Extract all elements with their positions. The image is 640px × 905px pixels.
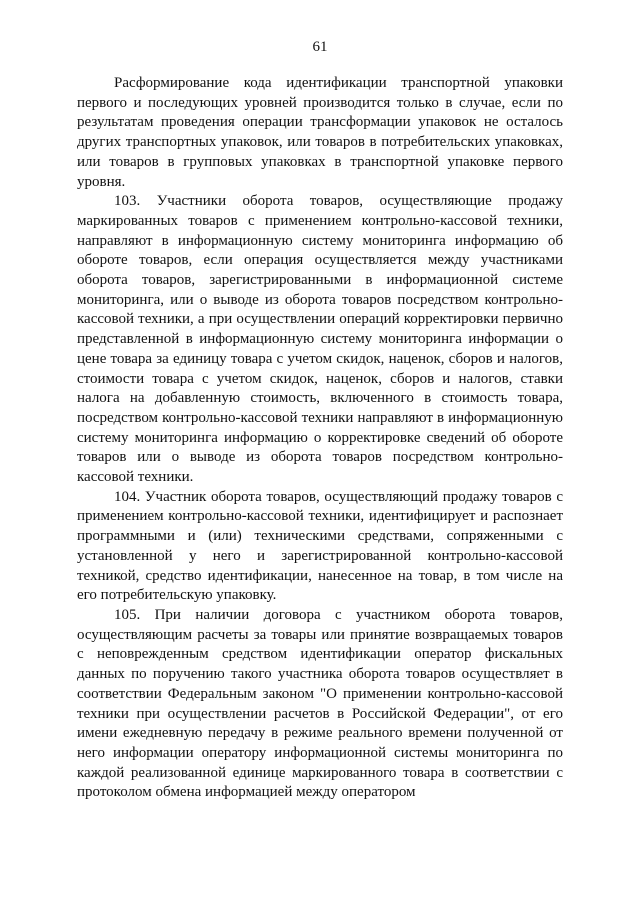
- paragraph-105: 105. При наличии договора с участником оборота товаров, осуществляющим расчеты за товары или принятие возвращаемых товаров с неповрежденным средством идентификации оператор фискальных данных по поручению такого участника оборота товаров осуществляет в соответствии Федеральным законом "О применении контрольно-кассовой техники при осуществлении расчетов в Российской Федерации", от его имени ежедневную передачу в режиме реального времени полученной от него информации оператору информационной системы мониторинга по каждой реализованной единице маркированного товара в соответствии с протоколом обмена информацией между оператором: [77, 606, 563, 801]
- page-number: 61: [312, 39, 328, 55]
- paragraph-104: 104. Участник оборота товаров, осуществляющий продажу товаров с применением контрольно-кассовой техники, идентифицирует и распознает программными и (или) техническими средствами, сопряженными с установленной у него и зарегистрированной контрольно-кассовой техникой, средство идентификации, нанесенное на товар, в том числе на его потребительскую упаковку.: [77, 488, 563, 604]
- document-body: [77, 74, 563, 803]
- paragraph-103: 103. Участники оборота товаров, осуществляющие продажу маркированных товаров с применением контрольно-кассовой техники, направляют в информационную систему мониторинга информацию об обороте товаров, если операция осуществляется между участниками оборота товаров, зарегистрированными в информационной системе мониторинга, или о выводе из оборота товаров посредством контрольно-кассовой техники, а при осуществлении операций корректировки первично представленной в информационную систему мониторинга информации о цене товара за единицу товара с учетом скидок, наценок, сборов и налогов, стоимости товара с учетом скидок, наценок, сборов и налогов, ставки налога на добавленную стоимость, включенного в стоимость товара, посредством контрольно-кассовой техники направляют в информационную систему мониторинга информацию о корректировке сведений об обороте товаров или о выводе из оборота товаров посредством контрольно-кассовой техники.: [77, 193, 563, 486]
- paragraph-transport-package: Расформирование кода идентификации транспортной упаковки первого и последующих уровней производится только в случае, если по результатам проведения операции трансформации упаковок не осталось других транспортных упаковок, или товаров в потребительских упаковках, или товаров в групповых упаковках в транспортной упаковке первого уровня.: [77, 75, 563, 190]
